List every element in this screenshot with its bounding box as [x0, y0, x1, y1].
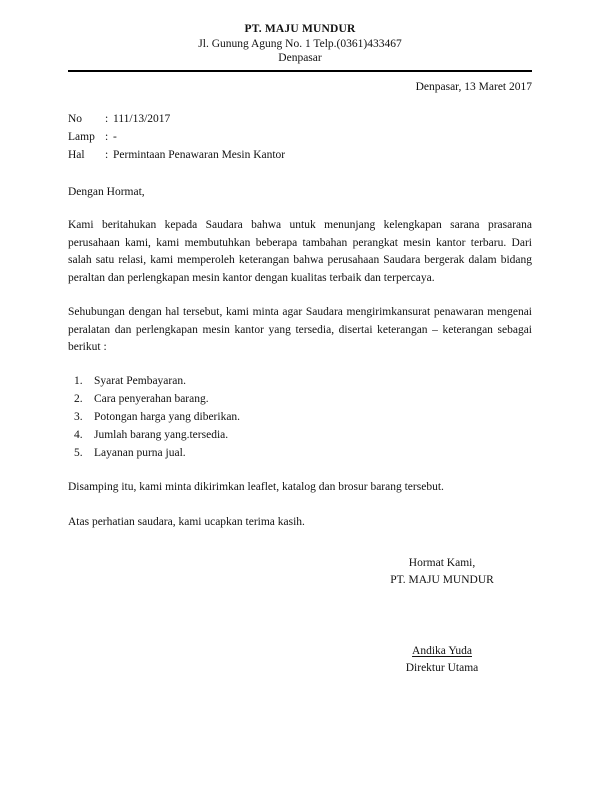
reference-colon: :	[105, 131, 109, 144]
signature-closing: Hormat Kami,	[408, 557, 476, 570]
requirements-list	[68, 372, 532, 463]
signature-company: PT. MAJU MUNDUR	[390, 573, 494, 586]
list-item-label: Syarat Pembayaran.	[94, 374, 186, 387]
list-item-number: 5.	[74, 447, 83, 460]
reference-label: No	[68, 113, 83, 126]
list-item-label: Layanan purna jual.	[94, 447, 186, 460]
signature-column	[352, 555, 532, 677]
reference-colon: :	[105, 149, 109, 162]
company-name: PT. MAJU MUNDUR	[244, 23, 356, 35]
letterhead-divider	[68, 70, 532, 72]
list-item	[68, 444, 532, 462]
list-item-label: Jumlah barang yang.tersedia.	[94, 429, 229, 441]
list-item-number: 1.	[74, 374, 83, 387]
list-item-number: 3.	[74, 410, 83, 423]
body-paragraph-4: Atas perhatian saudara, kami ucapkan terima kasih.	[68, 515, 305, 528]
company-address: Jl. Gunung Agung No. 1 Telp.(0361)433467	[198, 37, 402, 50]
signature-block	[68, 555, 532, 677]
signature-space	[352, 589, 532, 643]
signatory-name: Andika Yuda	[412, 644, 472, 657]
letter-body	[68, 79, 532, 677]
body-paragraph-3: Disamping itu, kami minta dikirimkan leaflet, katalog dan brosur barang tersebut.	[68, 481, 444, 494]
list-item	[68, 408, 532, 426]
list-item-label: Potongan harga yang diberikan.	[94, 410, 241, 423]
reference-value: Permintaan Penawaran Mesin Kantor	[113, 149, 286, 162]
reference-value: -	[113, 131, 117, 144]
list-item-number: 4.	[74, 429, 83, 441]
reference-label: Lamp	[68, 131, 95, 144]
list-item	[68, 390, 532, 408]
body-paragraph-1: Kami beritahukan kepada Saudara bahwa untuk menunjang kelengkapan sarana prasarana perusahaan kami, kami membutuhkan beberapa tambahan perangkat mesin kantor terbaru. Dari salah satu relasi, kami memperoleh keterangan bahwa perusahaan Saudara bergerak dalam bidang peraltan dan perlengkapan mesin kantor dengan kualitas terbaik dan terpercaya.	[68, 219, 532, 284]
company-city: Denpasar	[278, 52, 322, 65]
list-item	[68, 426, 532, 444]
list-item-number: 2.	[74, 392, 83, 405]
signatory-title: Direktur Utama	[405, 662, 479, 675]
reference-row-hal	[68, 147, 532, 165]
salutation: Dengan Hormat,	[68, 185, 145, 198]
reference-block	[68, 111, 532, 164]
letterhead	[0, 0, 600, 66]
list-item-label: Cara penyerahan barang.	[94, 392, 209, 405]
date-line: Denpasar, 13 Maret 2017	[415, 81, 532, 94]
list-item	[68, 372, 532, 390]
reference-value: 111/13/2017	[113, 113, 171, 126]
reference-colon: :	[105, 113, 109, 126]
reference-label: Hal	[68, 149, 85, 162]
reference-row-lamp	[68, 129, 532, 147]
reference-row-no	[68, 111, 532, 129]
body-paragraph-2: Sehubungan dengan hal tersebut, kami minta agar Saudara mengirimkansurat penawaran mengenai peralatan dan perlengkapan mesin kantor yang tersedia, disertai keterangan – keterangan sebagai berikut :	[68, 306, 532, 354]
